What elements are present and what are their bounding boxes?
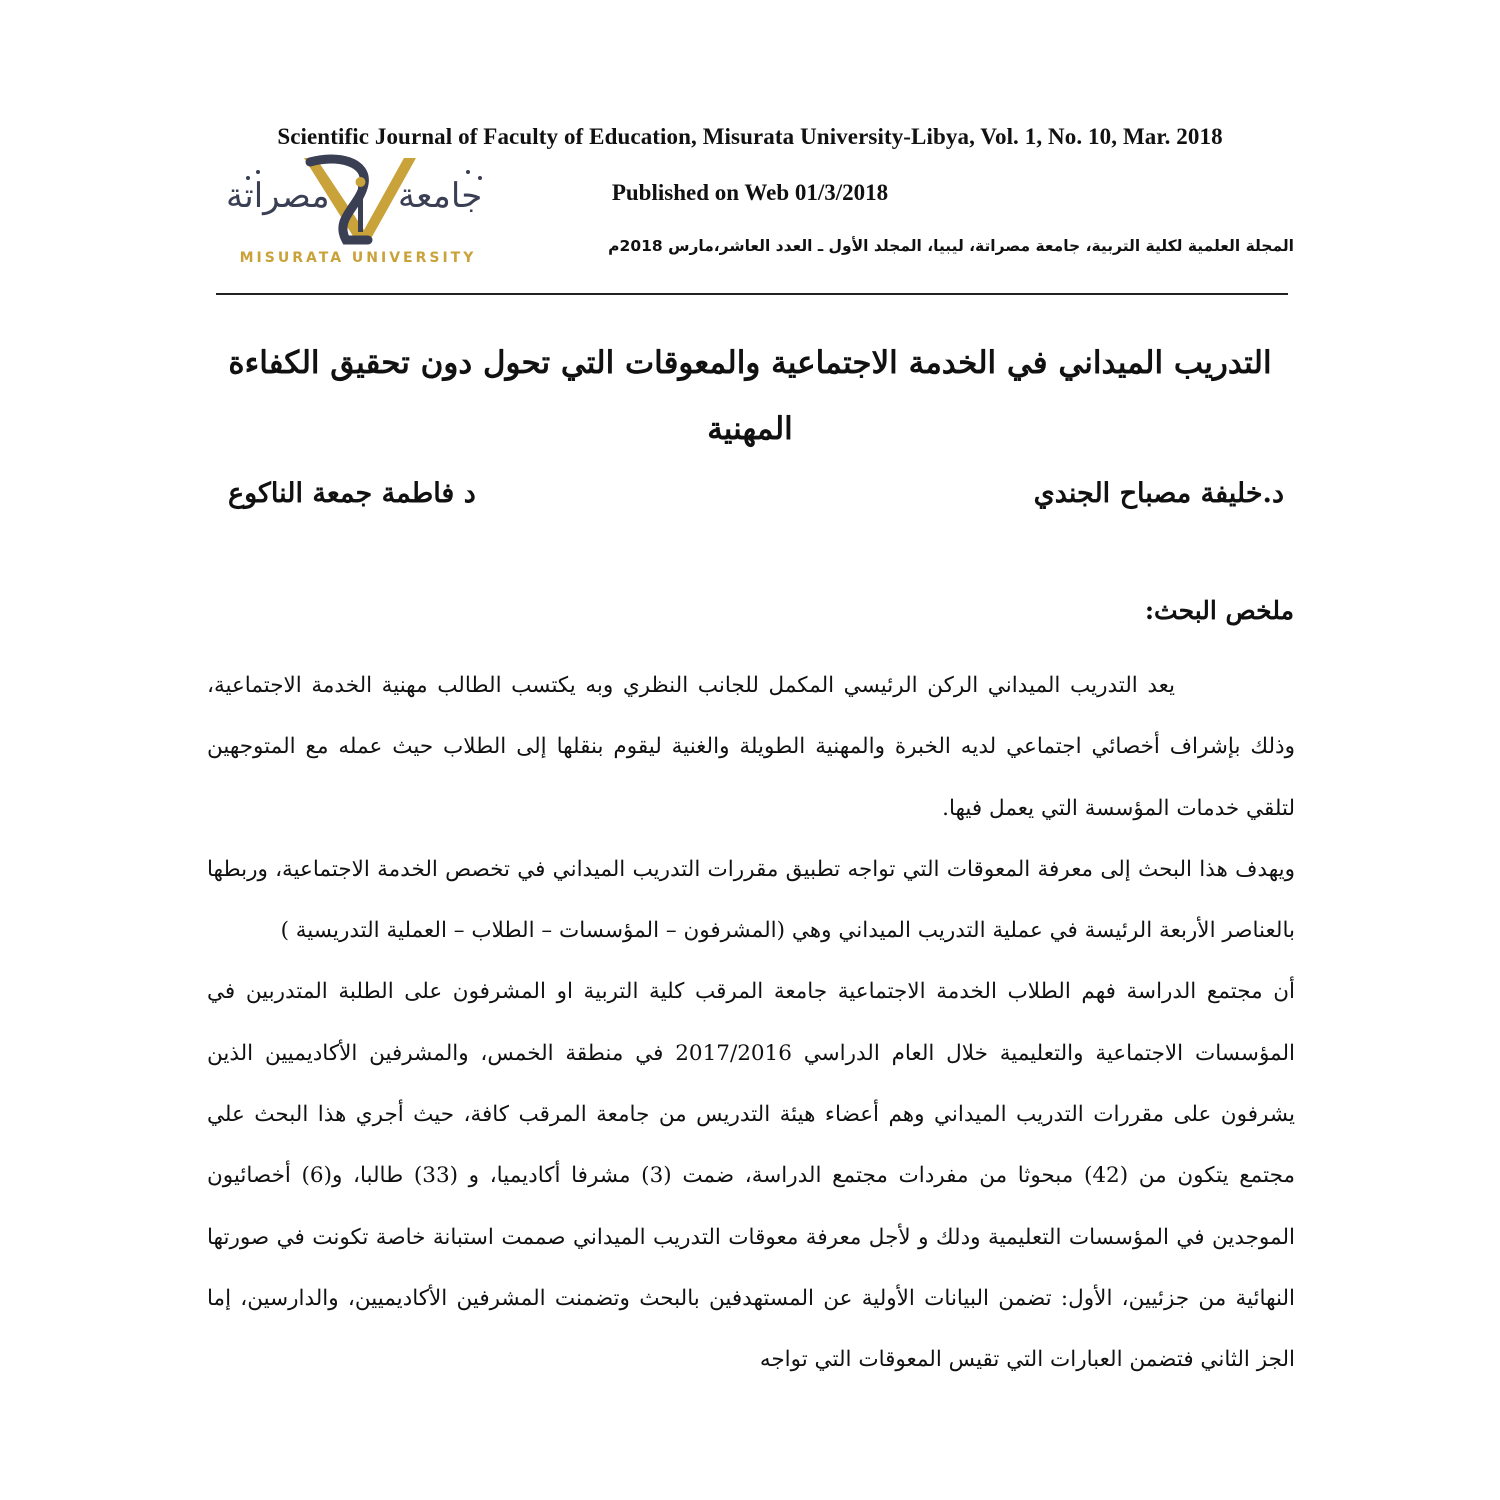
paper-title: التدريب الميداني في الخدمة الاجتماعية والمعوقات التي تحول دون تحقيق الكفاءة المهنية <box>228 345 1272 447</box>
journal-title-ar: المجلة العلمية لكلية التربية، جامعة مصراتة، ليبيا، المجلد الأول ـ العدد العاشر،مارس 2018م <box>608 237 1294 255</box>
abstract-paragraph: ويهدف هذا البحث إلى معرفة المعوقات التي تواجه تطبيق مقررات التدريب الميداني في تخصص الخدمة الاجتماعية، وربطها بالعناصر الأربعة الرئيسة في عملية التدريب الميداني وهي (المشرفون – المؤسسات – الطلاب – العملية التدريسية ) <box>207 856 1295 944</box>
author-2: د فاطمة جمعة الناكوع <box>228 478 476 509</box>
journal-title-en: Scientific Journal of Faculty of Education, Misurata University-Libya, Vol. 1, No. 10, Mar. 2018 <box>277 124 1223 149</box>
published-date: Published on Web 01/3/2018 <box>611 180 889 205</box>
abstract-paragraph: أن مجتمع الدراسة فهم الطلاب الخدمة الاجتماعية جامعة المرقب كلية التربية او المشرفون على الطلبة المتدربين في المؤسسات الاجتماعية والتعليمية خلال العام الدراسي 2017/2016 في منطقة الخمس، والمشرفين الأكاديميين الذين يشرفون على مقررات التدريب الميداني وهم أعضاء هيئة التدريس من جامعة المرقب كافة، حيث أجري هذا البحث علي مجتمع يتكون من (42) مبحوثا من مفردات مجتمع الدراسة، ضمت (3) مشرفا أكاديميا، و (33) طالبا، و(6) أخصائيون الموجدين في المؤسسات التعليمية ودلك و لأجل معرفة معوقات التدريب الميداني صممت استبانة خاصة تكونت في صورتها النهائية من جزئيين، الأول: تضمن البيانات الأولية عن المستهدفين بالبحث وتضمنت المشرفين الأكاديميين، والدارسين، إما الجز الثاني فتضمن العبارات التي تقيس المعوقات التي تواجه <box>207 979 1295 1373</box>
logo-arabic-university: جامعة <box>398 176 483 216</box>
logo-arabic-misurata: مصراتة <box>226 176 330 216</box>
author-1: د.خليفة مصباح الجندي <box>1033 478 1284 509</box>
university-logo <box>218 148 498 270</box>
abstract-heading: ملخص البحث: <box>1144 596 1294 625</box>
abstract-body <box>207 655 1295 1391</box>
logo-english-text: MISURATA UNIVERSITY <box>239 250 477 266</box>
abstract-paragraph: يعد التدريب الميداني الركن الرئيسي المكمل للجانب النظري وبه يكتسب الطالب مهنية الخدمة الاجتماعية، وذلك بإشراف أخصائي اجتماعي لديه الخبرة والمهنية الطويلة والغنية ليقوم بنقلها إلى الطلاب حيث عمله مع المتوجهين لتلقي خدمات المؤسسة التي يعمل فيها. <box>207 673 1295 821</box>
header-divider <box>216 293 1288 295</box>
